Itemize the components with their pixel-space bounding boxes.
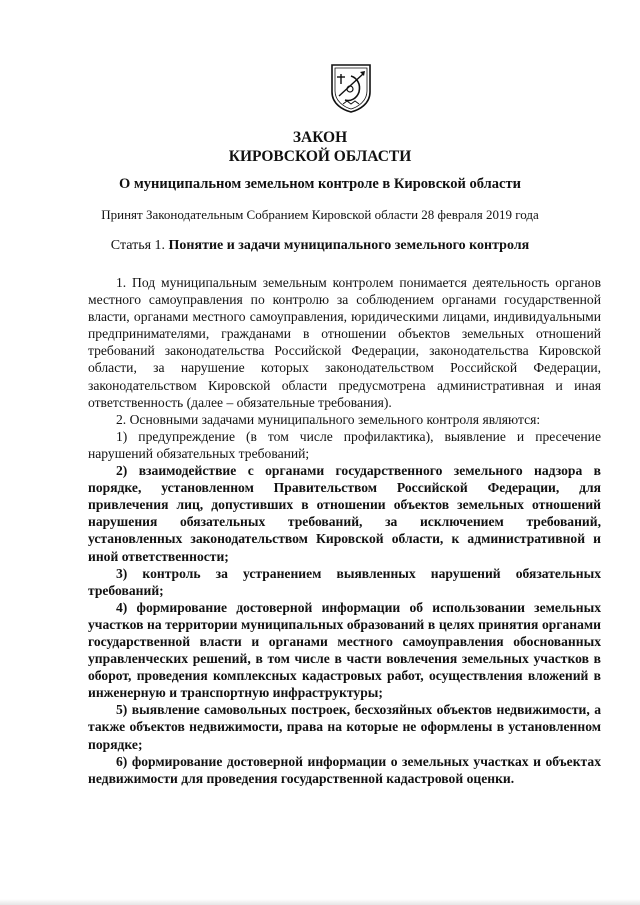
task-item-3: 3) контроль за устранением выявленных нарушений обязательных требований;	[88, 565, 601, 598]
task-item-4: 4) формирование достоверной информации об использовании земельных участков на территории муниципальных образований в целях принятия органами государственной власти и органами местного самоуправления обоснованных управленческих решений, в том числе в части вовлечения земельных участков в оборот, проведения комплексных кадастровых работ, осуществления вложений в инженерную и транспортную инфраструктуры;	[88, 599, 601, 701]
task-item-6: 6) формирование достоверной информации о земельных участках и объектах недвижимости для проведения государственной кадастровой оценки.	[88, 753, 601, 786]
task-item-5: 5) выявление самовольных построек, бесхозяйных объектов недвижимости, а также объектов недвижимости, права на которые не оформлены в установленном порядке;	[88, 702, 601, 752]
article-body	[88, 274, 601, 787]
coat-of-arms-icon	[329, 62, 373, 114]
article-title: Понятие и задачи муниципального земельного контроля	[168, 238, 530, 253]
law-region: КИРОВСКОЙ ОБЛАСТИ	[228, 148, 412, 165]
paragraph-1: 1. Под муниципальным земельным контролем понимается деятельность органов местного самоуправления по контролю за соблюдением органами государственной власти, органами местного самоуправления, юридическими лицами, индивидуальными предпринимателями, гражданами в отношении объектов земельных отношений требований законодательства Российской Федерации, законодательства Кировской области, за нарушение которых законодательством Российской Федерации, законодательством Кировской области предусмотрена административная и иная ответственность (далее – обязательные требования).	[88, 275, 601, 410]
law-title: ЗАКОН	[292, 129, 348, 146]
law-subtitle: О муниципальном земельном контроле в Кировской области	[119, 176, 521, 192]
task-item-2: 2) взаимодействие с органами государственного земельного надзора в порядке, установленном Правительством Российской Федерации, для привлечения лиц, допустивших в отношении объектов земельных отношений нарушения обязательных требований, за исключением требований, установленных законодательством Кировской области, к административной и иной ответственности;	[88, 463, 601, 564]
scan-edge	[0, 899, 640, 905]
task-item-1: 1) предупреждение (в том числе профилактика), выявление и пресечение нарушений обязательных требований;	[88, 428, 601, 461]
paragraph-2: 2. Основными задачами муниципального земельного контроля являются:	[116, 411, 541, 427]
article-heading	[0, 238, 640, 254]
law-title-block	[0, 128, 640, 166]
adoption-note: Принят Законодательным Собранием Кировской области 28 февраля 2019 года	[101, 207, 539, 222]
article-number: Статья 1.	[110, 238, 166, 253]
